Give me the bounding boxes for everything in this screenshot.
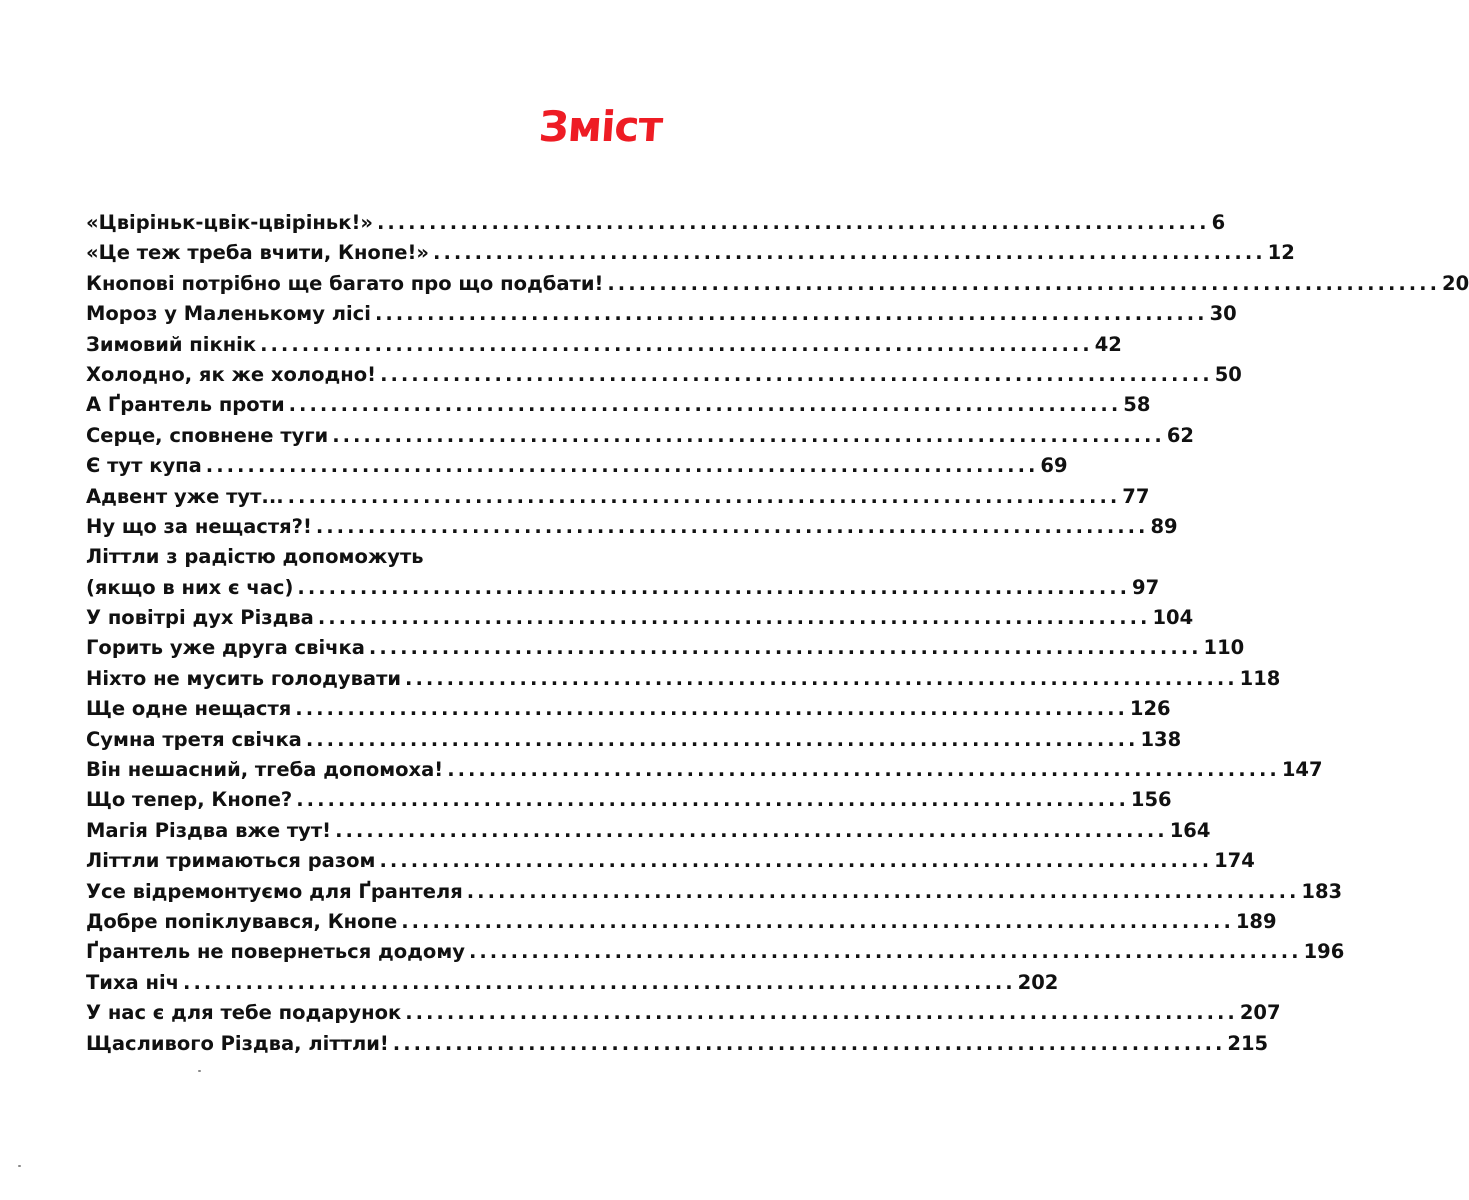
toc-page-number: 6 — [1211, 211, 1226, 234]
dot-leader: ................................................................................ — [288, 393, 1122, 417]
toc-entry-title: Щасливого Різдва, літтли! — [86, 1031, 389, 1055]
table-of-contents — [86, 208, 1469, 1059]
toc-entry — [86, 846, 1255, 876]
dot-leader: ................................................................................ — [401, 909, 1234, 933]
toc-page-number: 207 — [1239, 1001, 1281, 1025]
toc-entry-title: Кнопові потрібно ще багато про що подбати! — [86, 271, 604, 295]
dot-leader: ................................................................................ — [374, 302, 1208, 326]
toc-page-number: 126 — [1129, 697, 1171, 721]
toc-entry-title: Серце, сповнене туги — [86, 423, 329, 447]
toc-page-number: 50 — [1214, 362, 1242, 386]
toc-page-number: 12 — [1267, 241, 1295, 265]
toc-entry — [86, 482, 1150, 512]
toc-entry-title: (якщо в них є час) — [86, 575, 294, 599]
toc-entry — [86, 998, 1281, 1028]
toc-entry-title: Що тепер, Кнопе? — [86, 788, 293, 812]
toc-entry — [86, 451, 1068, 481]
toc-page-number: 138 — [1140, 727, 1182, 751]
toc-entry — [86, 633, 1245, 663]
toc-page-number: 164 — [1169, 818, 1211, 842]
toc-entry-title: Холодно, як же холодно! — [86, 362, 377, 386]
toc-entry — [86, 877, 1343, 907]
toc-page-number: 147 — [1281, 758, 1323, 782]
dot-leader: ................................................................................ — [376, 211, 1210, 234]
dot-leader: ................................................................................ — [205, 454, 1039, 478]
toc-entry — [86, 238, 1295, 268]
toc-entry — [86, 785, 1172, 815]
toc-entry — [86, 269, 1469, 299]
toc-entry-title: «Це теж треба вчити, Кнопе!» — [86, 241, 430, 265]
toc-entry — [86, 208, 1226, 238]
dot-leader: ................................................................................ — [295, 697, 1128, 721]
toc-entry — [86, 694, 1171, 724]
toc-page-number: 110 — [1203, 636, 1245, 660]
toc-page-number: 97 — [1132, 575, 1160, 599]
toc-entry-title: Ще одне нещастя — [86, 697, 292, 721]
toc-entry-title: Є тут купа — [86, 454, 202, 478]
scan-speck — [18, 1165, 21, 1167]
toc-page-number: 77 — [1122, 484, 1150, 508]
toc-page-number: 20 — [1442, 271, 1469, 295]
dot-leader: ................................................................................ — [433, 241, 1266, 265]
toc-entry — [86, 299, 1237, 329]
toc-entry — [86, 907, 1277, 937]
toc-entry-title: У повітрі дух Різдва — [86, 606, 314, 630]
toc-entry — [86, 725, 1182, 755]
toc-entry — [86, 968, 1059, 998]
toc-entry — [86, 573, 1160, 603]
dot-leader: ................................................................................ — [405, 666, 1238, 690]
dot-leader: ................................................................................ — [317, 606, 1151, 630]
toc-entry — [86, 937, 1345, 967]
toc-entry — [86, 603, 1194, 633]
dot-leader: ................................................................................ — [379, 849, 1213, 873]
toc-entry — [86, 664, 1281, 694]
toc-entry — [86, 390, 1151, 420]
toc-entry — [86, 330, 1122, 360]
toc-entry-title: У нас є для тебе подарунок — [86, 1001, 402, 1025]
dot-leader: ................................................................................ — [296, 788, 1129, 812]
toc-entry-title: Літтли з радістю допоможуть — [86, 545, 424, 569]
toc-entry-title: «Цвірiньк-цвiк-цвiрiньк!» — [86, 211, 373, 234]
toc-entry-title: Ґрантель не повернеться додому — [86, 940, 465, 964]
dot-leader: ................................................................................ — [335, 818, 1168, 842]
dot-leader: ................................................................................ — [468, 940, 1302, 964]
toc-entry-title: Усе відремонтуємо для Ґрантеля — [86, 879, 463, 903]
toc-entry-title: Сумна третя свічка — [86, 727, 302, 751]
dot-leader: ................................................................................ — [368, 636, 1202, 660]
toc-page-number: 58 — [1123, 393, 1151, 417]
toc-page-number: 189 — [1235, 909, 1277, 933]
toc-page-number: 30 — [1209, 302, 1237, 326]
toc-entry-title: Зимовий пікнік — [86, 332, 257, 356]
toc-entry-title: Добре попіклувався, Кнопе — [86, 909, 398, 933]
dot-leader: ................................................................................ — [297, 575, 1131, 599]
dot-leader: ................................................................................ — [260, 332, 1093, 356]
toc-entry — [86, 360, 1242, 390]
toc-entry — [86, 421, 1194, 451]
toc-page-number: 174 — [1214, 849, 1255, 873]
dot-leader: ................................................................................ — [315, 514, 1149, 538]
toc-entry-title: Ніхто не мусить голодувати — [86, 666, 402, 690]
toc-entry-title: Мороз у Маленькому лісі — [86, 302, 371, 326]
toc-page-number: 42 — [1094, 332, 1122, 356]
toc-entry — [86, 512, 1178, 542]
scan-speck — [198, 1070, 201, 1072]
dot-leader: ................................................................................ — [380, 362, 1213, 386]
dot-leader: ................................................................................ — [466, 879, 1300, 903]
dot-leader: ................................................................................ — [447, 758, 1280, 782]
toc-page-number: 89 — [1150, 514, 1178, 538]
toc-entry — [86, 1029, 1269, 1059]
toc-page-number: 183 — [1301, 879, 1343, 903]
toc-entry — [86, 816, 1211, 846]
toc-page-number: 215 — [1227, 1031, 1269, 1055]
toc-entry-title: Адвент уже тут... — [86, 484, 284, 508]
toc-entry-title: Літтли тримаються разом — [86, 849, 376, 873]
toc-page-number: 118 — [1239, 666, 1281, 690]
dot-leader: ................................................................................ — [287, 484, 1121, 508]
toc-page-number: 202 — [1017, 970, 1059, 994]
toc-entry-title: Він нешасний, тгеба допомоха! — [86, 758, 444, 782]
toc-page-number: 62 — [1166, 423, 1194, 447]
toc-page-number: 104 — [1152, 606, 1194, 630]
toc-entry-title: Тиха ніч — [86, 970, 180, 994]
toc-entry-title: Магія Різдва вже тут! — [86, 818, 332, 842]
dot-leader: ................................................................................ — [405, 1001, 1238, 1025]
toc-entry — [86, 755, 1323, 785]
dot-leader: ................................................................................ — [183, 970, 1016, 994]
toc-entry-title: Ну що за нещастя?! — [86, 514, 312, 538]
dot-leader: ................................................................................ — [392, 1031, 1226, 1055]
toc-page-number: 196 — [1303, 940, 1345, 964]
dot-leader: ................................................................................ — [607, 271, 1440, 295]
toc-page-number: 69 — [1040, 454, 1068, 478]
toc-entry-title: Горить уже друга свічка — [86, 636, 365, 660]
dot-leader: ................................................................................ — [305, 727, 1139, 751]
dot-leader: ................................................................................ — [332, 423, 1165, 447]
page-title: Зміст — [537, 102, 664, 151]
toc-entry-first-line — [86, 542, 664, 572]
toc-entry-title: А Ґрантель проти — [86, 393, 285, 417]
toc-page-number: 156 — [1130, 788, 1172, 812]
